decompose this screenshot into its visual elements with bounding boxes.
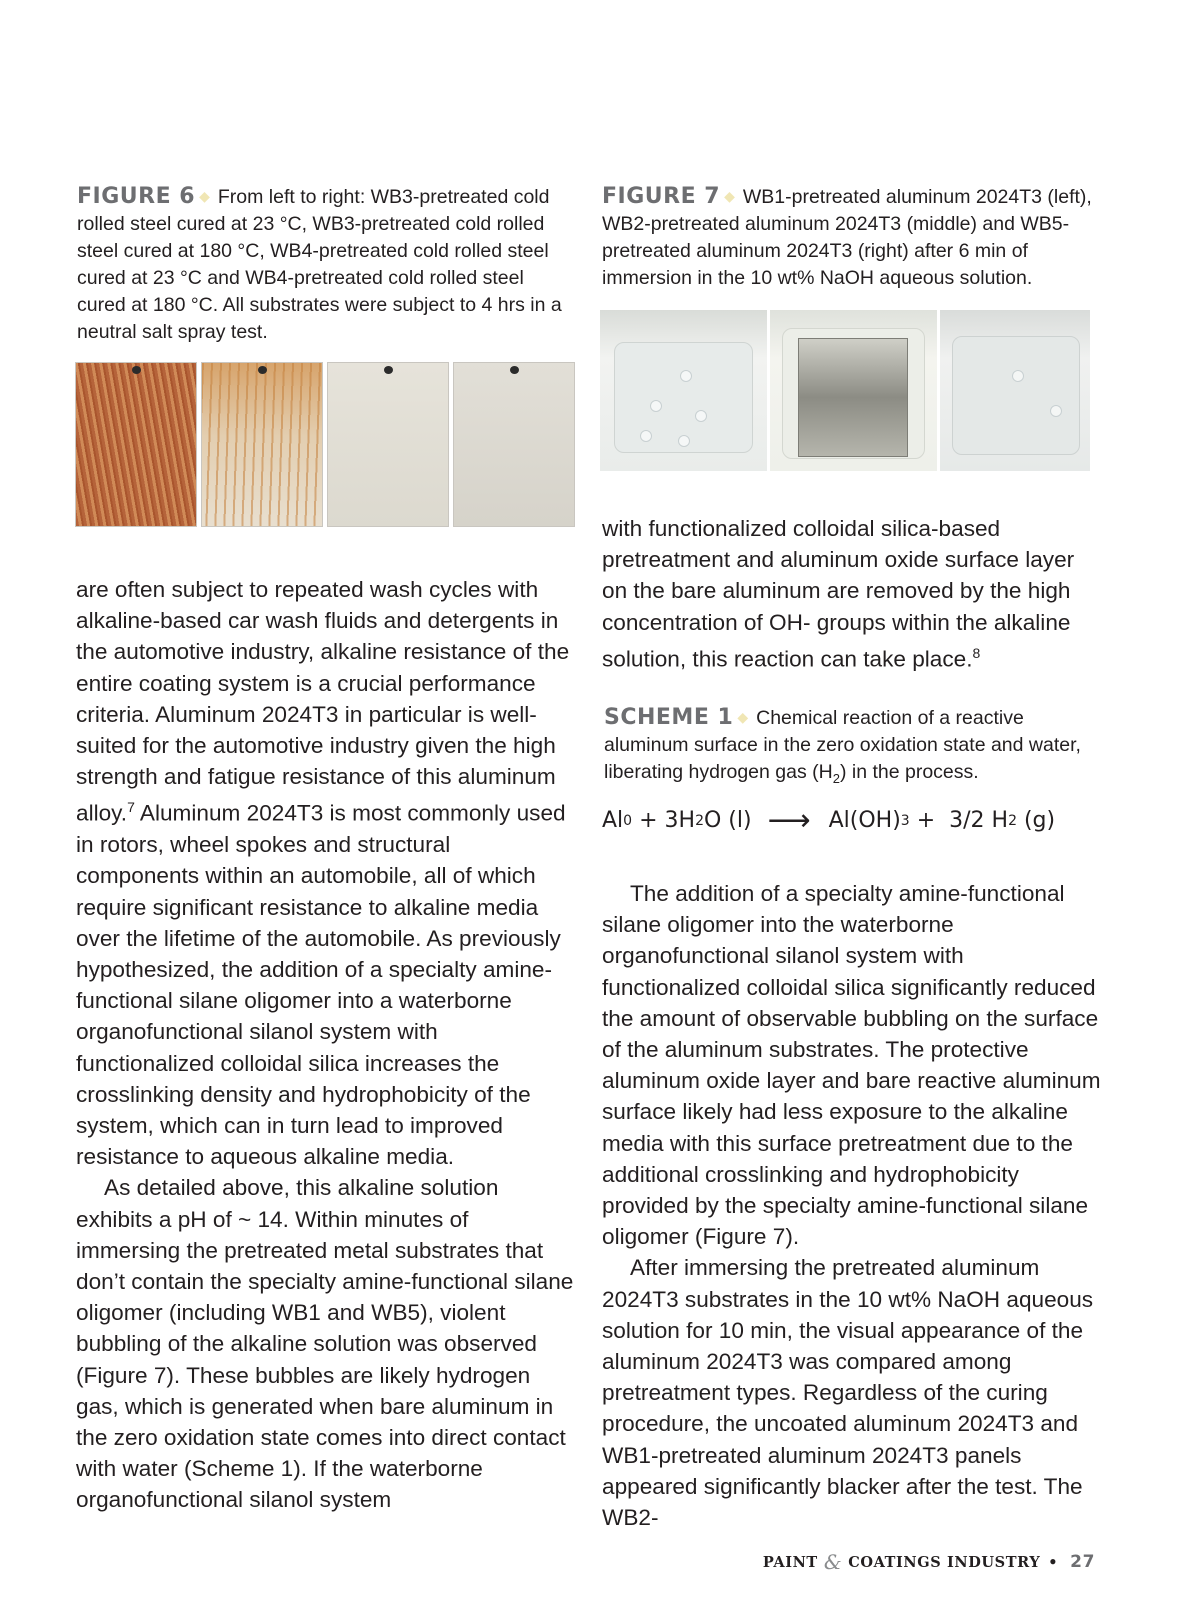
eq-subscript: 2 [1008, 812, 1017, 829]
paragraph-text: Aluminum 2024T3 is most commonly used in rotors, wheel spokes and structural components within an automobile, all of which require significant resistance to alkaline media over the lifetime of the automobile. As previously hypothesized, the addition of a specialty amine-functional silane oligomer into a waterborne organofunctional silanol system with functionalized colloidal silica increases the crosslinking density and hydrophobicity of the system, which can in turn lead to improved resistance to aqueous alkaline media. [76, 800, 566, 1170]
bubble [1050, 405, 1062, 417]
right-column-text-bottom [602, 878, 1102, 1533]
eq-product: (g) [1016, 808, 1056, 833]
paragraph [76, 574, 576, 1172]
tray-basin [952, 336, 1080, 455]
tray-wb5 [940, 310, 1090, 471]
reaction-arrow-icon: ⟶ [767, 803, 811, 838]
panel-wb3-23c [75, 362, 197, 527]
bubble [695, 410, 707, 422]
tray-wb1 [600, 310, 767, 471]
reference-number: 8 [972, 644, 981, 661]
journal-name: PAINT [762, 1553, 818, 1571]
figure7-photos [600, 310, 1090, 471]
bubble [650, 400, 662, 412]
eq-reactant: Al [602, 808, 624, 833]
aluminum-panel [798, 338, 908, 457]
diamond-icon: ◆ [737, 709, 749, 725]
chemical-equation [602, 803, 1055, 838]
scheme1-caption-text: ) in the process. [839, 761, 979, 783]
journal-ampersand: & [823, 1550, 843, 1574]
eq-superscript: 0 [623, 812, 633, 829]
mount-hole [384, 366, 393, 374]
paragraph: The addition of a specialty amine-functional silane oligomer into the waterborne organofunctional silanol system with functionalized colloidal silica significantly reduced the amount of observable bubbling on the surface of the aluminum substrates. The protective aluminum oxide layer and bare reactive aluminum surface likely had less exposure to the alkaline media with this surface pretreatment due to the additional crosslinking and hydrophobicity provided by the specialty amine-functional silane oligomer (Figure 7). [602, 881, 1101, 1250]
panel-wb4-180c [453, 362, 575, 527]
bubble [1012, 370, 1024, 382]
reference-number: 7 [127, 799, 135, 816]
mount-hole [132, 366, 141, 374]
page-footer [763, 1550, 1095, 1574]
panel-wb3-180c [201, 362, 323, 527]
scheme1-caption-text: Chemical reaction of a reactive aluminum surface in the zero oxidation state and water, liberating hydrogen gas (H [604, 707, 1081, 783]
paragraph-text: with functionalized colloidal silica-based pretreatment and aluminum oxide surface layer on the bare aluminum are removed by the high concentration of OH- groups within the alkaline solution, this reaction can take place. [602, 516, 1075, 672]
figure6-label: FIGURE 6 [77, 184, 196, 209]
diamond-icon: ◆ [724, 188, 735, 204]
mount-hole [258, 366, 267, 374]
bubble [680, 370, 692, 382]
eq-subscript: 2 [695, 812, 704, 829]
right-column-text-top [602, 513, 1102, 675]
tray-wb2 [770, 310, 937, 471]
eq-product: + 3/2 H [909, 808, 1009, 833]
figure7-label: FIGURE 7 [602, 184, 721, 209]
paragraph: After immersing the pretreated aluminum 2024T3 substrates in the 10 wt% NaOH aqueous solution for 10 min, the visual appearance of the aluminum 2024T3 was compared among pretreatment types. Regardless of the curing procedure, the uncoated aluminum 2024T3 and WB1-pretreated aluminum 2024T3 panels appeared significantly blacker after the test. The WB2- [602, 1255, 1094, 1531]
separator-bullet: • [1048, 1553, 1059, 1571]
scheme1-caption [604, 704, 1084, 792]
figure7-caption [602, 183, 1097, 292]
figure6-caption [77, 183, 572, 346]
eq-subscript: 3 [900, 812, 910, 829]
journal-name: COATINGS INDUSTRY [848, 1553, 1041, 1571]
eq-reactant: O (l) [703, 808, 752, 833]
panel-wb4-23c [327, 362, 449, 527]
paragraph: As detailed above, this alkaline solution exhibits a pH of ~ 14. Within minutes of immersing the pretreated metal substrates that don’t contain the specialty amine-functional silane oligomer (including WB1 and WB5), violent bubbling of the alkaline solution was observed (Figure 7). These bubbles are likely hydrogen gas, which is generated when bare aluminum in the zero oxidation state comes into direct contact with water (Scheme 1). If the waterborne organofunctional silanol system [76, 1175, 574, 1513]
eq-reactant: + 3H [632, 808, 696, 833]
bubble [640, 430, 652, 442]
bubble [678, 435, 690, 447]
paragraph-text: are often subject to repeated wash cycles with alkaline-based car wash fluids and detergents in the automotive industry, alkaline resistance of the entire coating system is a crucial performance criteria. Aluminum 2024T3 in particular is well-suited for the automotive industry given the high strength and fatigue resistance of this aluminum alloy. [76, 577, 570, 826]
subscript: 2 [832, 770, 840, 786]
figure7-caption-text: WB1-pretreated aluminum 2024T3 (left), WB2-pretreated aluminum 2024T3 (middle) and WB5-pretreated aluminum 2024T3 (right) after 6 min of immersion in the 10 wt% NaOH aqueous solution. [602, 186, 1092, 289]
diamond-icon: ◆ [199, 188, 210, 204]
figure6-photos [75, 362, 575, 527]
figure6-caption-text: From left to right: WB3-pretreated cold rolled steel cured at 23 °C, WB3-pretreated cold rolled steel cured at 180 °C, WB4-pretreated cold rolled steel cured at 23 °C and WB4-pretreated cold rolled steel cured at 180 °C. All substrates were subject to 4 hrs in a neutral salt spray test. [77, 186, 562, 343]
mount-hole [510, 366, 519, 374]
scheme1-label: SCHEME 1 [604, 705, 734, 730]
eq-product: Al(OH) [828, 808, 901, 833]
paragraph [602, 513, 1102, 675]
page-number: 27 [1070, 1552, 1095, 1572]
left-column-text [76, 574, 576, 1516]
